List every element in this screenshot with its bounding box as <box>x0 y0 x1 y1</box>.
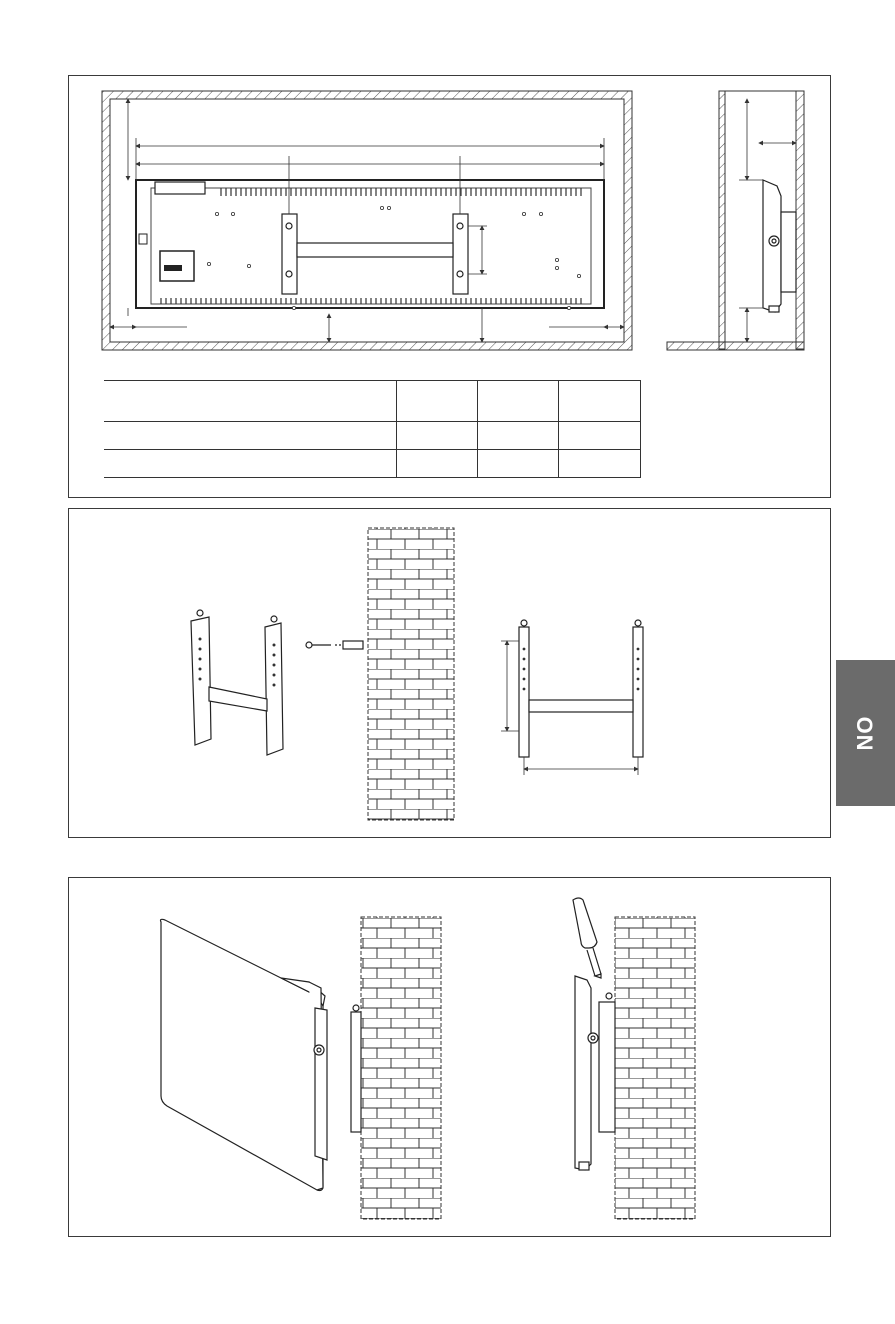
table-cell <box>478 450 559 478</box>
heater-hanging-panel <box>68 877 831 1237</box>
heater-side-mounted <box>575 976 615 1170</box>
bracket-crossbar <box>297 243 453 257</box>
mounting-bracket-right <box>453 214 468 294</box>
table-row <box>104 381 641 422</box>
table-cell <box>397 450 478 478</box>
table-cell <box>559 422 641 450</box>
brick-wall-left <box>361 917 441 1219</box>
table-row <box>104 450 641 478</box>
table-cell <box>559 450 641 478</box>
heater-hanging-diagram <box>69 878 830 1236</box>
bracket-mounting-diagram <box>69 509 830 837</box>
table-cell <box>559 381 641 422</box>
mounting-bracket-left <box>282 214 297 294</box>
brick-wall-right <box>615 917 695 1219</box>
table-cell <box>104 422 397 450</box>
table-cell <box>478 381 559 422</box>
brick-wall <box>368 528 454 820</box>
heater-front-view <box>136 180 604 310</box>
installation-distances-panel <box>68 75 831 498</box>
table-cell <box>397 422 478 450</box>
table-cell <box>478 422 559 450</box>
screwdriver-icon <box>573 898 601 978</box>
language-tab-label: NO <box>852 715 878 751</box>
heater-side-view <box>763 180 796 312</box>
table-row <box>104 422 641 450</box>
bracket-front-view <box>519 620 643 757</box>
bracket-mounting-panel <box>68 508 831 838</box>
table-cell <box>104 381 397 422</box>
wall-bracket-left <box>351 1005 361 1132</box>
dimension-table <box>104 380 641 478</box>
bracket-isometric <box>191 610 283 755</box>
heater-perspective <box>161 919 328 1190</box>
screw-and-dowel <box>306 641 363 649</box>
language-tab <box>836 660 895 806</box>
table-cell <box>104 450 397 478</box>
table-cell <box>397 381 478 422</box>
